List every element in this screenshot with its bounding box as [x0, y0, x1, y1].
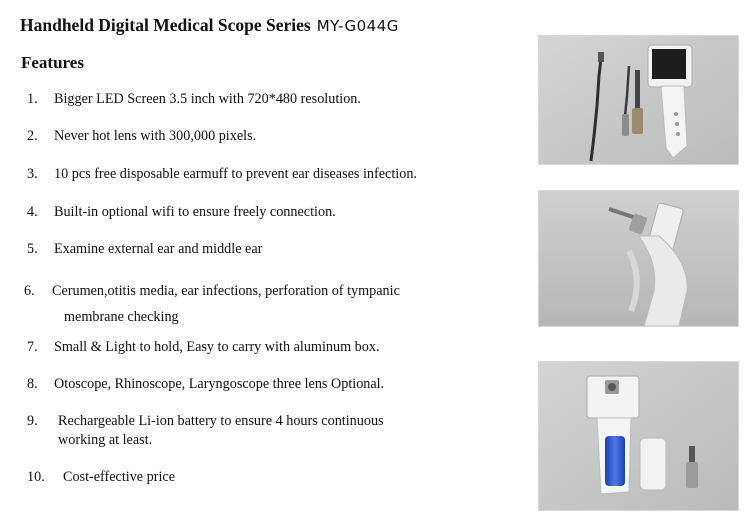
- feature-text: Otoscope, Rhinoscope, Laryngoscope three lens Optional.: [54, 376, 385, 392]
- feature-text-continued: membrane checking: [64, 309, 179, 325]
- feature-number: 9.: [27, 413, 38, 429]
- feature-number: 1.: [27, 91, 38, 107]
- feature-text: Rechargeable Li-ion battery to ensure 4 hours continuous: [58, 413, 384, 429]
- feature-text: Small & Light to hold, Easy to carry with aluminum box.: [54, 339, 380, 355]
- feature-number: 2.: [27, 128, 38, 144]
- feature-number: 4.: [27, 204, 38, 220]
- feature-text: Never hot lens with 300,000 pixels.: [54, 128, 257, 144]
- product-photo-device-with-tips: [538, 35, 739, 165]
- feature-number: 10.: [27, 469, 45, 485]
- page-title: [20, 15, 399, 36]
- feature-number: 6.: [24, 283, 35, 299]
- title-text: Handheld Digital Medical Scope Series: [20, 15, 311, 35]
- feature-number: 5.: [27, 241, 38, 257]
- feature-text: Examine external ear and middle ear: [54, 241, 263, 257]
- product-photo-device-in-use: [538, 190, 739, 327]
- feature-text-continued: working at least.: [58, 432, 153, 448]
- feature-text: Cost-effective price: [63, 469, 176, 485]
- feature-text: Cerumen,otitis media, ear infections, perforation of tympanic: [52, 283, 400, 299]
- feature-text: Built-in optional wifi to ensure freely connection.: [54, 204, 336, 220]
- feature-number: 8.: [27, 376, 38, 392]
- model-number: MY-G044G: [316, 17, 399, 35]
- product-photo-battery-and-parts: [538, 361, 739, 511]
- feature-text: Bigger LED Screen 3.5 inch with 720*480 resolution.: [54, 91, 361, 107]
- feature-number: 7.: [27, 339, 38, 355]
- features-heading: Features: [21, 53, 84, 72]
- feature-text: 10 pcs free disposable earmuff to prevent ear diseases infection.: [54, 166, 417, 182]
- feature-number: 3.: [27, 166, 38, 182]
